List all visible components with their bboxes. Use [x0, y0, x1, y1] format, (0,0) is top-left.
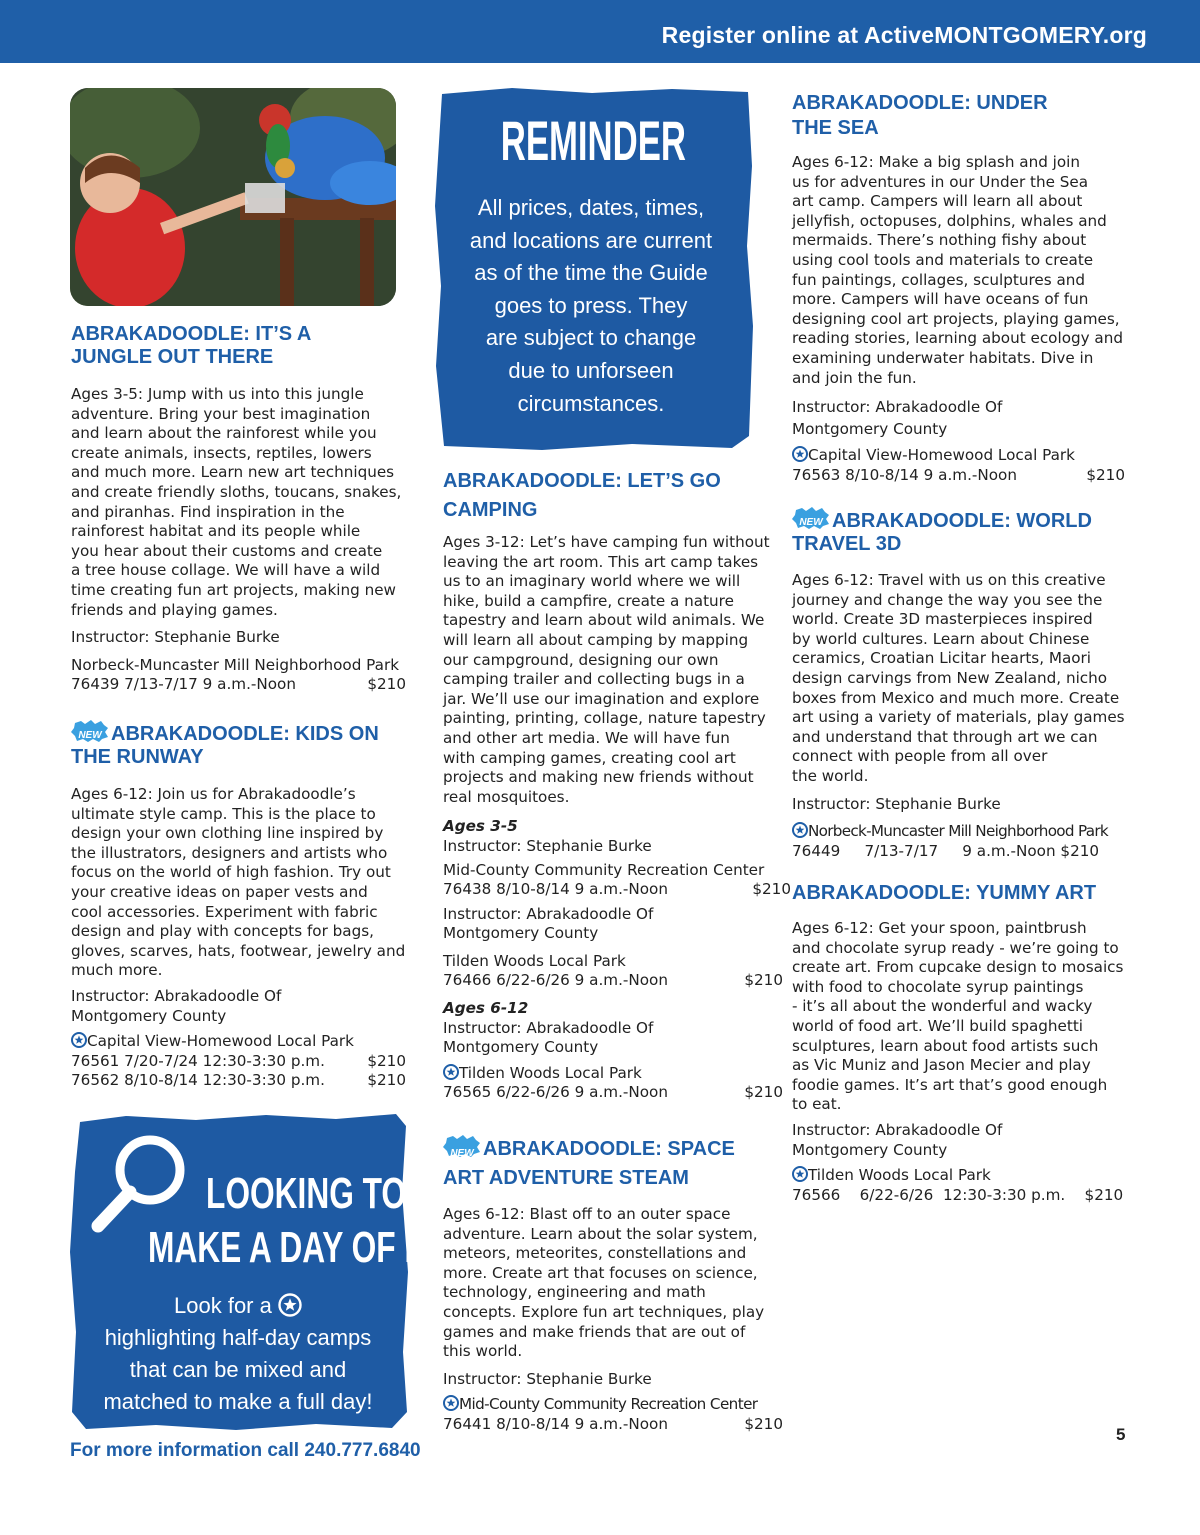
page-number: 5 [1116, 1425, 1126, 1444]
header-bar [0, 0, 1200, 63]
instructor: Instructor: Abrakadoodle Of Montgomery County [792, 1120, 1003, 1159]
star-circle-icon [71, 1032, 87, 1048]
instructor: Instructor: Abrakadoodle Of Montgomery County [443, 1018, 654, 1057]
camp-description: Ages 6-12: Get your spoon, paintbrush and chocolate syrup ready - we’re going to create art. From cupcake design to mosaics with food to chocolate syrup paintings - it’s all about the wonderful and wacky world of food art. We’ll build spaghetti sculptures, learn about food artists such as Vic Muniz and Jason Mecier and play foodie games. It’s art that’s good enough to eat. [792, 919, 1124, 1114]
reminder-text: All prices, dates, times, and locations are current as of the time the Guide goes to press. They are subject to change due to unforseen circumstances. [469, 195, 713, 416]
camp-title: ABRAKADOODLE: YUMMY ART [792, 882, 1097, 904]
session-row: 76449 7/13-7/17 9 a.m.-Noon $210 [792, 841, 1100, 860]
session-row: 76439 7/13-7/17 9 a.m.-Noon $210 [71, 675, 406, 694]
location: Tilden Woods Local Park [792, 1166, 1137, 1186]
new-badge-icon: NEW [71, 719, 109, 743]
make-a-day-panel [66, 1112, 452, 1432]
session-row: 76562 8/10-8/14 12:30-3:30 p.m. $210 [71, 1071, 406, 1090]
location: Mid-County Community Recreation Center [443, 860, 765, 879]
age-group-heading: Ages 3-5 [443, 817, 518, 836]
star-circle-icon [278, 1293, 302, 1317]
camp-world [792, 506, 1137, 861]
location: Tilden Woods Local Park [443, 1064, 783, 1084]
age-group-heading: Ages 6-12 [443, 999, 529, 1018]
camp-title: ABRAKADOODLE: LET’S GO CAMPING [443, 470, 721, 521]
star-circle-icon [443, 1395, 459, 1411]
instructor: Instructor: Stephanie Burke [443, 1369, 652, 1388]
instructor: Instructor: Stephanie Burke [792, 794, 1001, 813]
camp-title: NEW ABRAKADOODLE: SPACE ART ADVENTURE STEAM [443, 1134, 783, 1193]
star-circle-icon [792, 822, 808, 838]
instructor: Instructor: Stephanie Burke [71, 628, 280, 647]
session-row: 76566 6/22-6/26 12:30-3:30 p.m. $210 [792, 1185, 1124, 1204]
session-row: 76561 7/20-7/24 12:30-3:30 p.m. $210 [71, 1051, 406, 1070]
footer-phone-info: For more information call 240.777.6840 [70, 1440, 421, 1461]
camp-title: ABRAKADOODLE: UNDER THE SEA [792, 92, 1048, 139]
new-badge-icon: NEW [792, 506, 830, 530]
camp-description: Ages 3-12: Let’s have camping fun without leaving the art room. This art camp takes us to an imaginary world where we will hike, build a campfire, create a nature tapestry and learn about wild animals. We will learn all about camping by mapping our campground, designing our own camping trailer and collecting bugs in a jar. We’ll use our imagination and explore painting, printing, collage, nature tapestry and other art media. We will have fun with camping games, creating cool art projects and making new friends without real mosquitoes. [443, 533, 770, 806]
camp-runway [71, 719, 406, 1091]
session-row: 76438 8/10-8/14 9 a.m.-Noon $210 [443, 880, 791, 899]
look-text: Look for a highlighting half-day camps that can be mixed and matched to make a full day! [103, 1293, 373, 1414]
instructor: Instructor: Abrakadoodle Of Montgomery County [443, 904, 654, 943]
camp-sea [792, 91, 1137, 485]
session-row: 76466 6/22-6/26 9 a.m.-Noon $210 [443, 971, 783, 990]
reminder-panel [432, 86, 754, 452]
look-heading-2: MAKE A DAY OF IT? [148, 1223, 452, 1272]
star-circle-icon [792, 446, 808, 462]
location: Capital View-Homewood Local Park [792, 446, 1137, 466]
camp-title: NEW ABRAKADOODLE: KIDS ON THE RUNWAY [71, 719, 406, 769]
register-online-link[interactable]: Register online at ActiveMONTGOMERY.org [661, 22, 1147, 48]
look-heading-1: LOOKING TO [206, 1169, 407, 1218]
instructor: Instructor: Abrakadoodle Of Montgomery County [71, 986, 282, 1025]
session-row: 76565 6/22-6/26 9 a.m.-Noon $210 [443, 1083, 783, 1102]
camp-description: Ages 6-12: Blast off to an outer space adventure. Learn about the solar system, meteors, meteorites, constellations and more. Create art that focuses on science, technology, engineering and math concepts. Explore fun art techniques, play games and make friends that are out of this world. [443, 1205, 765, 1361]
parrot-photo [70, 88, 396, 306]
instructor: Instructor: Abrakadoodle Of Montgomery County [792, 398, 1003, 439]
new-badge-icon: NEW [443, 1134, 481, 1158]
camp-jungle [71, 323, 406, 695]
reminder-heading: REMINDER [500, 109, 686, 172]
location: Norbeck-Muncaster Mill Neighborhood Park [792, 822, 1137, 842]
camp-space [443, 1134, 783, 1435]
camp-title: NEW ABRAKADOODLE: WORLD TRAVEL 3D [792, 506, 1137, 556]
instructor: Instructor: Stephanie Burke [443, 836, 652, 855]
camp-description: Ages 3-5: Jump with us into this jungle adventure. Bring your best imagination and learn about the rainforest while you create animals, insects, reptiles, lowers and much more. Learn new art techniques and create friendly sloths, toucans, snakes, and piranhas. Find inspiration in the rainforest habitat and its people while you hear about their customs and create a tree house collage. We will have a wild time creating fun art projects, making new friends and playing games. [71, 385, 402, 619]
location: Capital View-Homewood Local Park [71, 1032, 406, 1052]
camp-description: Ages 6-12: Join us for Abrakadoodle’s ultimate style camp. This is the place to design your own clothing line inspired by the illustrators, designers and artists who focus on the world of high fashion. Try out your creative ideas on paper vests and cool accessories. Experiment with fabric design and play with concepts for bags, gloves, scarves, hats, footwear, jewelry and much more. [71, 785, 406, 980]
star-circle-icon [443, 1064, 459, 1080]
camp-description: Ages 6-12: Make a big splash and join us for adventures in our Under the Sea art camp. Campers will learn all about jellyfish, octopuses, dolphins, whales and mermaids. There’s nothing fishy about using cool tools and materials to create fun paintings, collages, sculptures and more. Campers will have oceans of fun designing cool art projects, playing games, reading stories, learning about ecology and examining underwater habitats. Dive in and join the fun. [792, 153, 1124, 387]
location: Tilden Woods Local Park [443, 951, 626, 970]
star-circle-icon [792, 1166, 808, 1182]
camp-yummy [792, 882, 1137, 1205]
camp-title: ABRAKADOODLE: IT’S A JUNGLE OUT THERE [71, 323, 312, 368]
camp-camping [443, 467, 791, 1103]
magnifier-icon [84, 1126, 194, 1236]
session-row: 76441 8/10-8/14 9 a.m.-Noon $210 [443, 1414, 783, 1433]
location: Norbeck-Muncaster Mill Neighborhood Park [71, 655, 399, 674]
location: Mid-County Community Recreation Center [443, 1395, 783, 1415]
camp-description: Ages 6-12: Travel with us on this creative journey and change the way you see the world. Create 3D masterpieces inspired by world cultures. Learn about Chinese ceramics, Croatian Licitar hearts, Maori design carvings from New Zealand, nicho boxes from Mexico and much more. Create art using a variety of materials, play games and understand that through art we can connect with people from all over the world. [792, 571, 1125, 785]
session-row: 76563 8/10-8/14 9 a.m.-Noon $210 [792, 465, 1125, 484]
